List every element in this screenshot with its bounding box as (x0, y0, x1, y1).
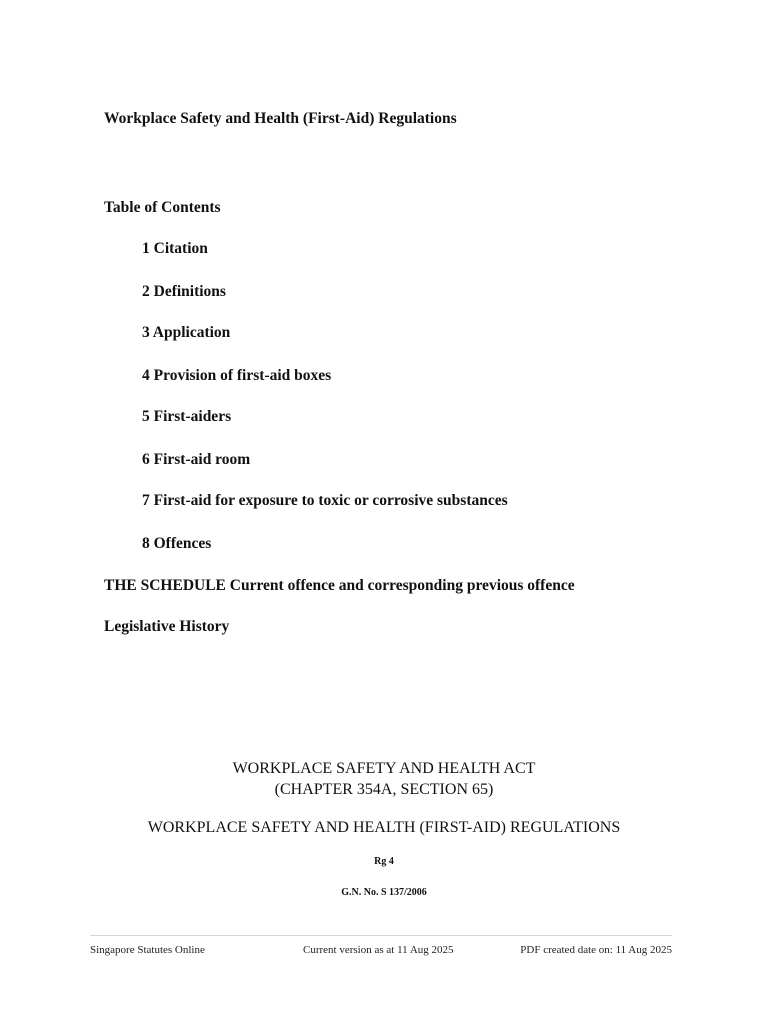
toc-link-label[interactable]: 2 Definitions (142, 283, 226, 300)
toc-item-legislative-history[interactable] (104, 618, 229, 636)
toc-link-label[interactable]: 6 First-aid room (142, 451, 251, 468)
toc-item-first-aid-room[interactable] (142, 451, 250, 469)
toc-link-label[interactable]: 1 Citation (142, 240, 208, 257)
toc-link-label[interactable]: 8 Offences (142, 535, 212, 552)
gn-number: G.N. No. S 137/2006 (341, 887, 427, 898)
toc-link-label[interactable]: 7 First-aid for exposure to toxic or corrosive substances (142, 492, 508, 509)
toc-heading: Table of Contents (104, 199, 221, 216)
regulations-title: WORKPLACE SAFETY AND HEALTH (FIRST-AID) REGULATIONS (147, 819, 621, 836)
toc-link-label[interactable]: 3 Application (142, 324, 231, 341)
footer-current-version: Current version as at 11 Aug 2025 (303, 944, 454, 956)
toc-link-label[interactable]: Legislative History (104, 618, 230, 635)
footer-divider (90, 935, 672, 936)
toc-item-first-aiders[interactable] (142, 408, 231, 426)
toc-link-label[interactable]: 5 First-aiders (142, 408, 232, 425)
act-chapter: (CHAPTER 354A, SECTION 65) (274, 781, 494, 798)
toc-item-application[interactable] (142, 324, 230, 342)
toc-link-label[interactable]: THE SCHEDULE Current offence and corresponding previous offence (104, 577, 575, 594)
page-footer (90, 944, 672, 962)
toc-item-citation[interactable] (142, 240, 208, 258)
toc-link-label[interactable]: 4 Provision of first-aid boxes (142, 367, 332, 384)
toc-item-definitions[interactable] (142, 283, 226, 301)
toc-item-schedule[interactable] (104, 577, 575, 595)
footer-source: Singapore Statutes Online (90, 944, 205, 956)
toc-item-offences[interactable] (142, 535, 211, 553)
rg-number: Rg 4 (374, 856, 394, 867)
footer-pdf-created: PDF created date on: 11 Aug 2025 (520, 944, 672, 956)
act-heading (0, 758, 768, 800)
document-title: Workplace Safety and Health (First-Aid) Regulations (104, 110, 457, 127)
toc-item-toxic-substances[interactable] (142, 492, 508, 510)
toc-item-first-aid-boxes[interactable] (142, 367, 331, 385)
act-title: WORKPLACE SAFETY AND HEALTH ACT (232, 760, 536, 777)
